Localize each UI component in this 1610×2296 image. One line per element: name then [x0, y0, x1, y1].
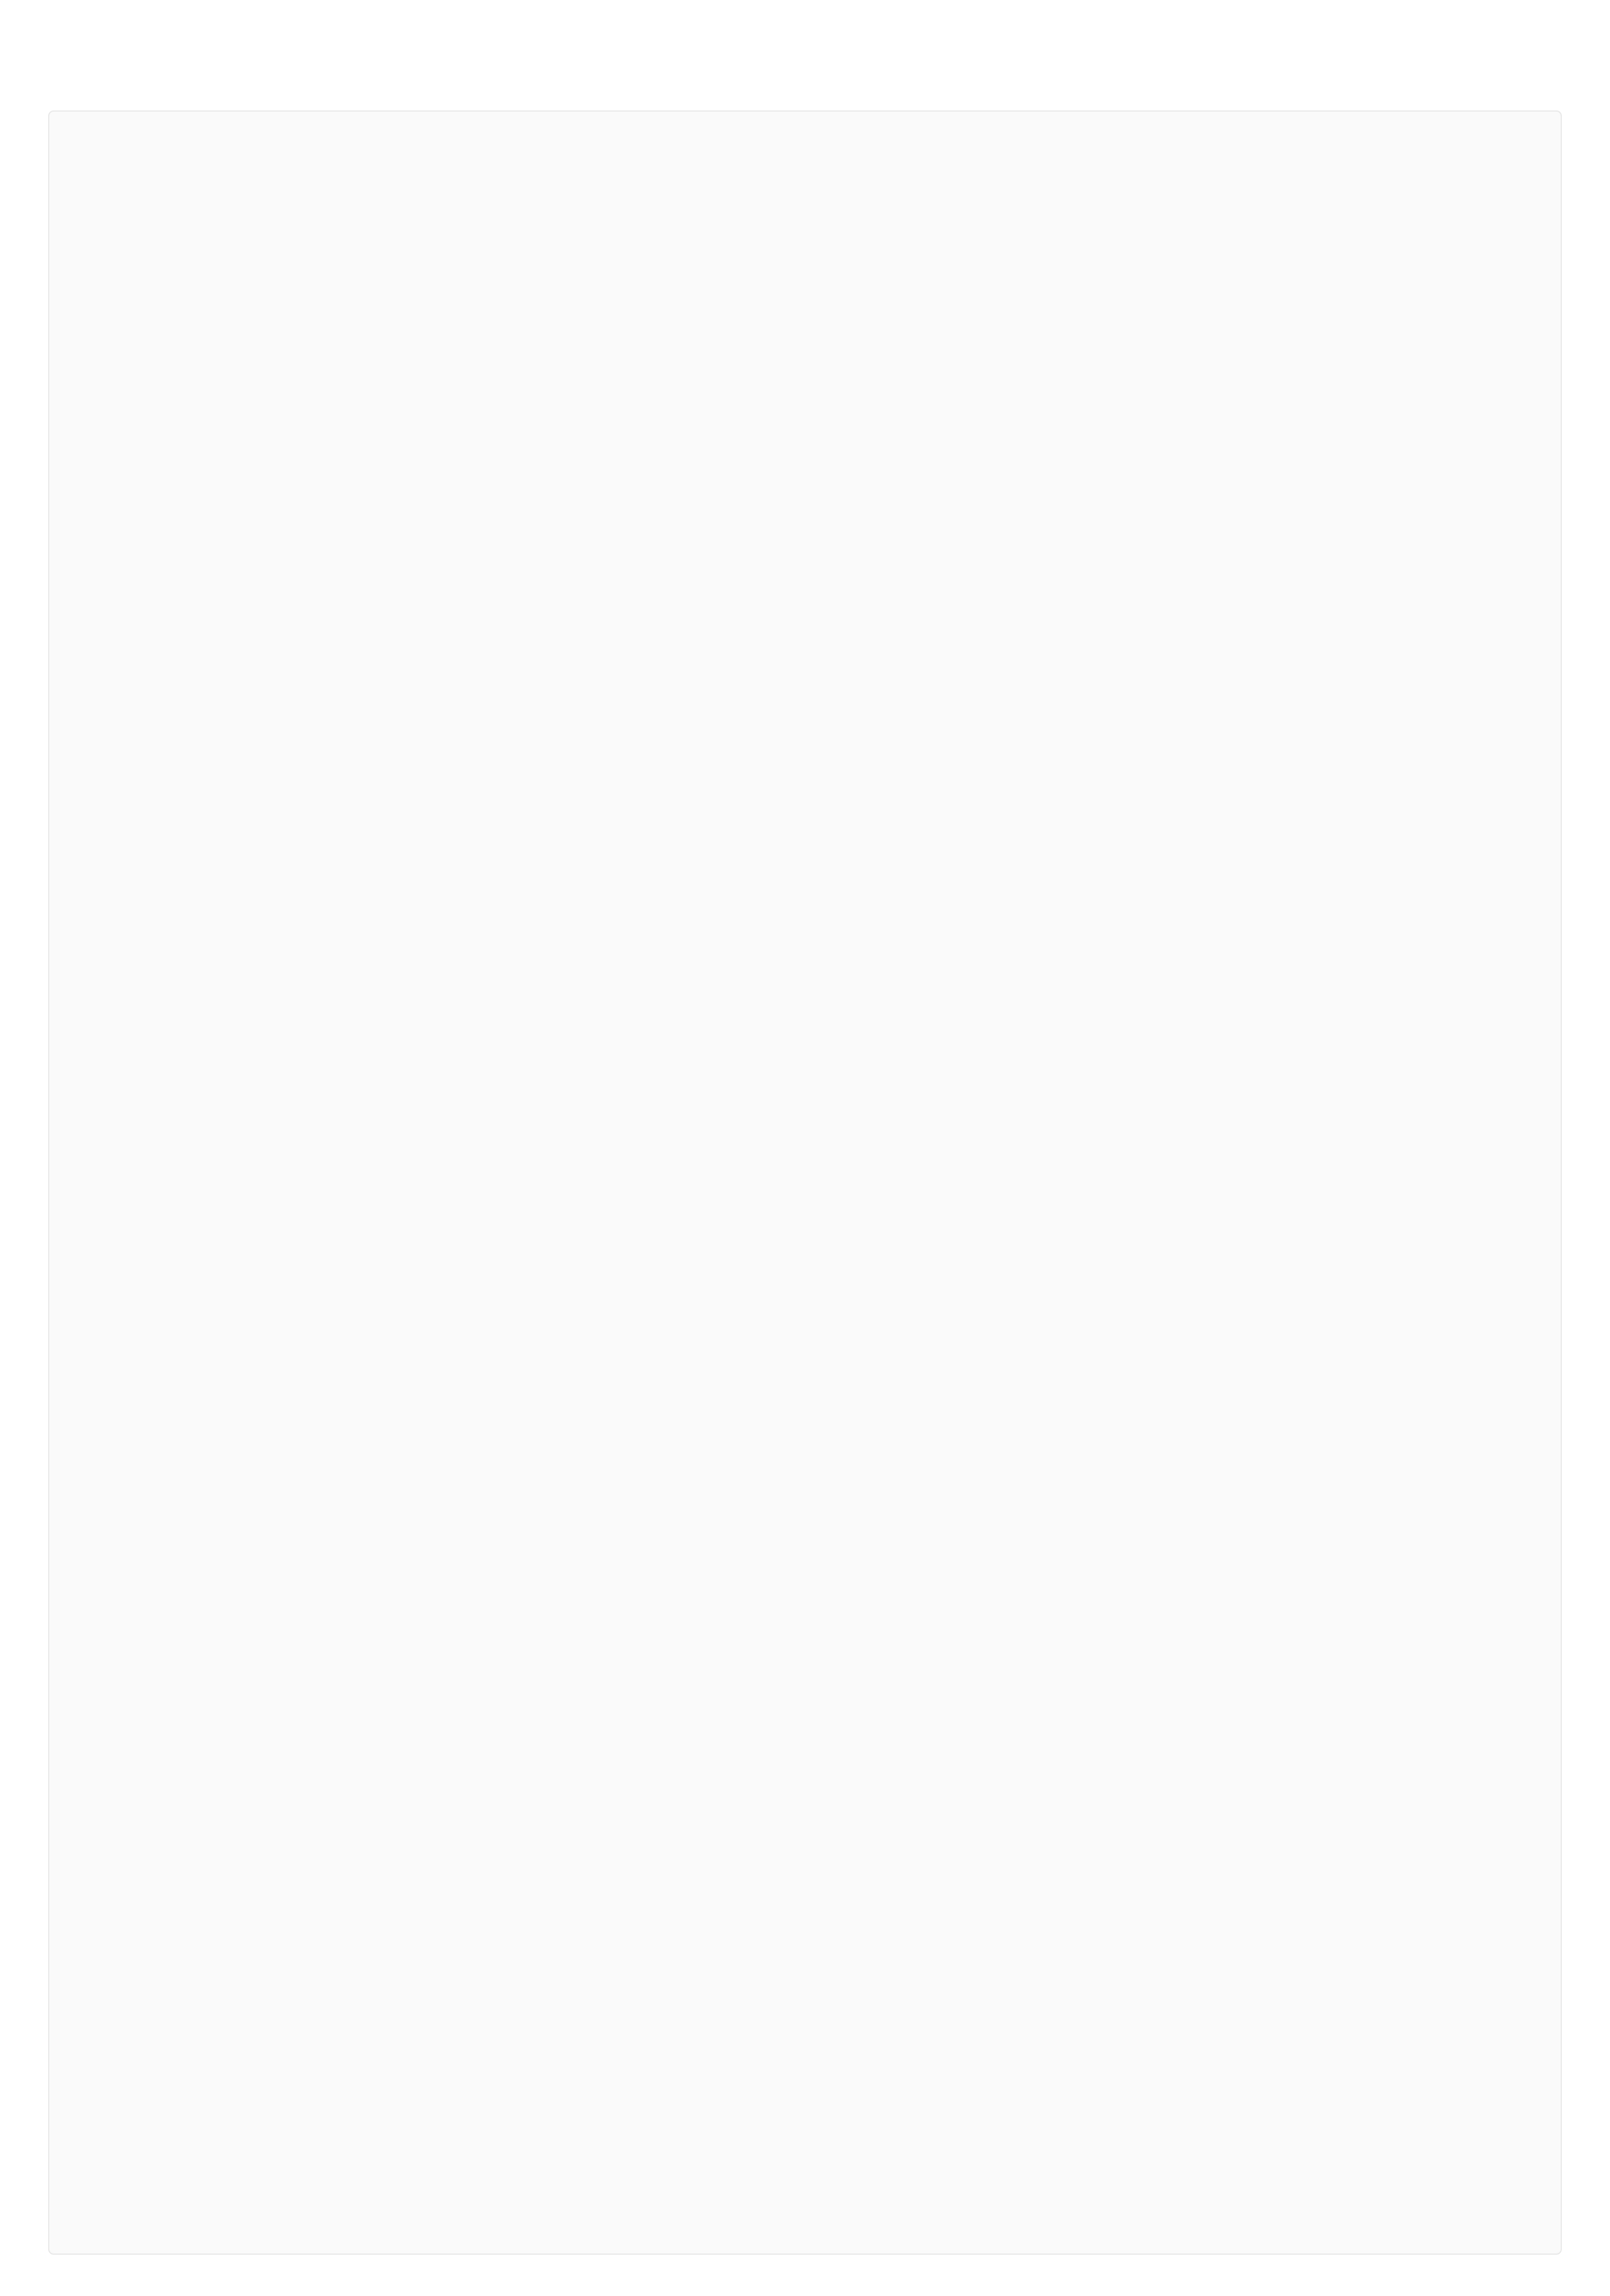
title-bar	[48, 41, 1562, 90]
main-content	[48, 111, 1562, 2255]
